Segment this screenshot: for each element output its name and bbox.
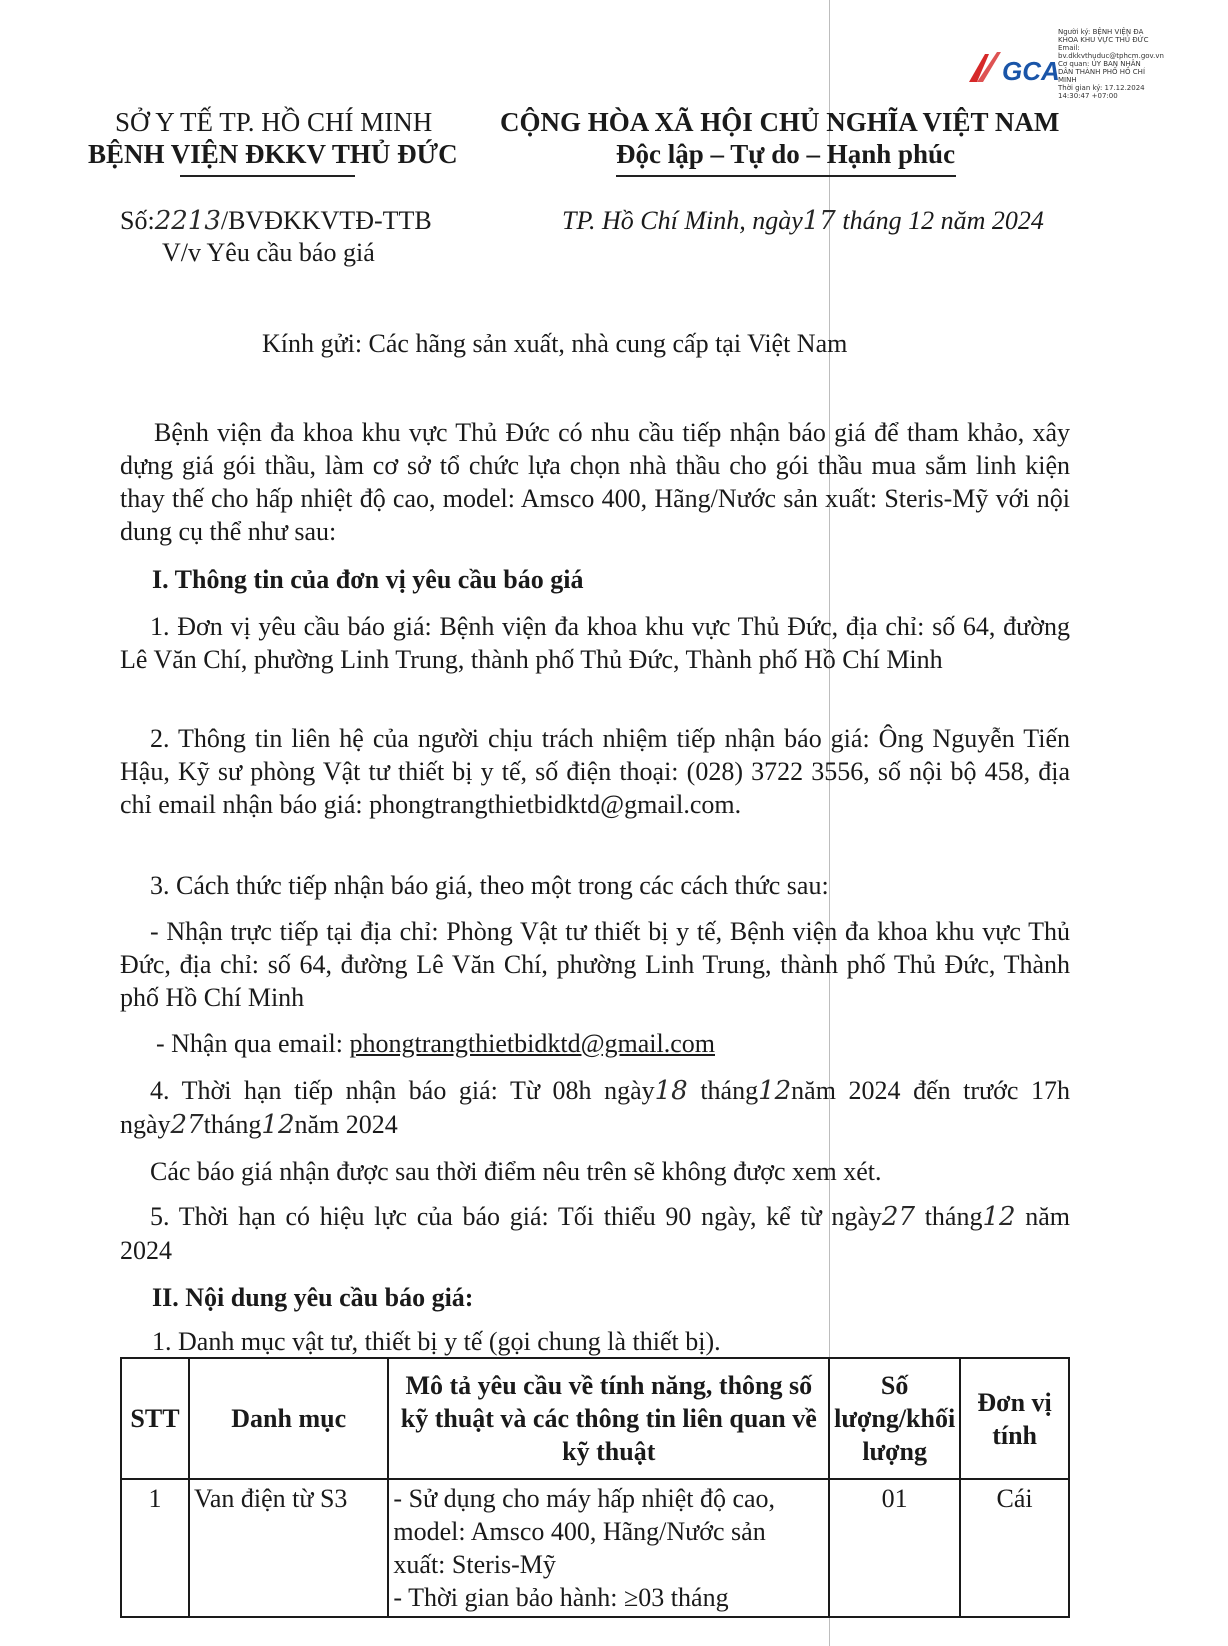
table-header-row — [121, 1358, 1069, 1479]
hospital-name-underline — [180, 175, 355, 177]
date-line — [562, 204, 1044, 238]
handwritten-number: 2213 — [154, 206, 221, 236]
section-1-item-4 — [120, 1074, 1070, 1142]
signature-line: MINH — [1058, 76, 1077, 84]
handwritten-end-month: 12 — [261, 1110, 295, 1140]
signature-line: bv.dkkvthuduc@tphcm.gov.vn — [1058, 52, 1164, 60]
row-name: Van điện từ S3 — [189, 1479, 388, 1617]
section-1-item-5 — [120, 1200, 1070, 1267]
item-4-text-e: tháng — [203, 1110, 262, 1139]
late-quote-note: Các báo giá nhận được sau thời điểm nêu trên sẽ không được xem xét. — [150, 1157, 882, 1186]
item-4-text-c: năm 2024 đến trước 17h ngày — [120, 1076, 1071, 1139]
row-desc-line-2: - Thời gian bảo hành: ≥03 tháng — [393, 1583, 729, 1612]
row-desc-line-1: - Sử dụng cho máy hấp nhiệt độ cao, model: Amsco 400, Hãng/Nước sản xuất: Steris-Mỹ — [393, 1484, 776, 1579]
motto-underline — [616, 175, 956, 177]
row-unit: Cái — [960, 1479, 1069, 1617]
section-1-title: I. Thông tin của đơn vị yêu cầu báo giá — [152, 565, 584, 594]
section-1-item-3b — [156, 1027, 715, 1060]
header-desc: Mô tả yêu cầu về tính năng, thông số kỹ thuật và các thông tin liên quan về kỹ thuật — [388, 1358, 829, 1479]
item-4-text-a: 4. Thời hạn tiếp nhận báo giá: Từ 08h ngày — [150, 1076, 655, 1105]
document-number-suffix: /BVĐKKVTĐ-TTB — [220, 206, 432, 235]
header-stt: STT — [121, 1358, 189, 1479]
section-1-item-3: 3. Cách thức tiếp nhận báo giá, theo một trong các cách thức sau: — [150, 871, 829, 900]
gca-logo-text: GCA — [1002, 56, 1060, 86]
header-name: Danh mục — [189, 1358, 388, 1479]
handwritten-day: 17 — [802, 206, 836, 236]
row-qty: 01 — [829, 1479, 960, 1617]
handwritten-end-day: 27 — [170, 1110, 204, 1140]
signature-line: Thời gian ký: 17.12.2024 — [1058, 84, 1145, 92]
recipient-line: Kính gửi: Các hãng sản xuất, nhà cung cấp tại Việt Nam — [262, 329, 848, 358]
handwritten-validity-month: 12 — [982, 1202, 1016, 1232]
header-qty: Số lượng/khối lượng — [829, 1358, 960, 1479]
national-title: CỘNG HÒA XÃ HỘI CHỦ NGHĨA VIỆT NAM — [500, 107, 1060, 137]
section-2-item-1: 1. Danh mục vật tư, thiết bị y tế (gọi chung là thiết bị). — [152, 1327, 721, 1356]
signature-line: Người ký: BỆNH VIỆN ĐA — [1058, 28, 1144, 36]
handwritten-start-month: 12 — [758, 1076, 792, 1106]
signature-details — [1058, 28, 1164, 100]
table-row — [121, 1479, 1069, 1617]
document-number-prefix: Số: — [120, 206, 155, 235]
document-number — [120, 204, 432, 238]
item-5-text-a: 5. Thời hạn có hiệu lực của báo giá: Tối thiểu 90 ngày, kể từ ngày — [150, 1202, 882, 1231]
email-label: - Nhận qua email: — [156, 1029, 350, 1058]
date-line-prefix: TP. Hồ Chí Minh, ngày — [562, 206, 803, 235]
signature-line: Email: — [1058, 44, 1080, 52]
item-4-text-f: năm 2024 — [294, 1110, 398, 1139]
date-line-suffix: tháng 12 năm 2024 — [842, 206, 1044, 235]
email-link[interactable]: phongtrangthietbidktd@gmail.com — [349, 1029, 715, 1058]
header-unit: Đơn vị tính — [960, 1358, 1069, 1479]
row-stt: 1 — [121, 1479, 189, 1617]
hospital-name: BỆNH VIỆN ĐKKV THỦ ĐỨC — [88, 139, 458, 169]
section-1-item-2: 2. Thông tin liên hệ của người chịu trách nhiệm tiếp nhận báo giá: Ông Nguyễn Tiến Hậu, Kỹ sư phòng Vật tư thiết bị y tế, số điện thoại: (028) 3722 3556, số nội bộ 458, địa chỉ email nhận báo giá: phongtrangthietbidktd@gmail.com. — [120, 724, 1070, 819]
items-table — [120, 1357, 1070, 1618]
signature-line: DÂN THÀNH PHỐ HỒ CHÍ — [1058, 68, 1146, 76]
intro-paragraph: Bệnh viện đa khoa khu vực Thủ Đức có nhu cầu tiếp nhận báo giá để tham khảo, xây dựng giá gói thầu, làm cơ sở tổ chức lựa chọn nhà thầu cho gói thầu mua sắm linh kiện thay thế cho hấp nhiệt độ cao, model: Amsco 400, Hãng/Nước sản xuất: Steris-Mỹ với nội dung cụ thể như sau: — [120, 418, 1070, 546]
handwritten-validity-day: 27 — [881, 1202, 915, 1232]
row-desc — [388, 1479, 829, 1617]
document-subject: V/v Yêu cầu báo giá — [162, 238, 375, 267]
item-5-text-b: tháng — [924, 1202, 983, 1231]
signature-line: Cơ quan: ỦY BAN NHÂN — [1058, 60, 1141, 68]
handwritten-start-day: 18 — [654, 1076, 688, 1106]
department-name: SỞ Y TẾ TP. HỒ CHÍ MINH — [115, 107, 433, 137]
signature-line: 14:30:47 +07:00 — [1058, 92, 1118, 100]
section-2-title: II. Nội dung yêu cầu báo giá: — [152, 1283, 474, 1312]
section-1-item-1: 1. Đơn vị yêu cầu báo giá: Bệnh viện đa khoa khu vực Thủ Đức, địa chỉ: số 64, đường Lê Văn Chí, phường Linh Trung, thành phố Thủ Đức, Thành phố Hồ Chí Minh — [120, 612, 1070, 674]
item-4-text-b: tháng — [700, 1076, 759, 1105]
section-1-item-3a: - Nhận trực tiếp tại địa chỉ: Phòng Vật tư thiết bị y tế, Bệnh viện đa khoa khu vực Thủ Đức, địa chỉ: số 64, đường Lê Văn Chí, phường Linh Trung, thành phố Thủ Đức, Thành phố Hồ Chí Minh — [120, 917, 1070, 1012]
item-5-text-c: năm 2024 — [120, 1202, 1071, 1265]
signature-line: KHOA KHU VỰC THỦ ĐỨC — [1058, 36, 1149, 44]
national-motto: Độc lập – Tự do – Hạnh phúc — [616, 139, 956, 169]
